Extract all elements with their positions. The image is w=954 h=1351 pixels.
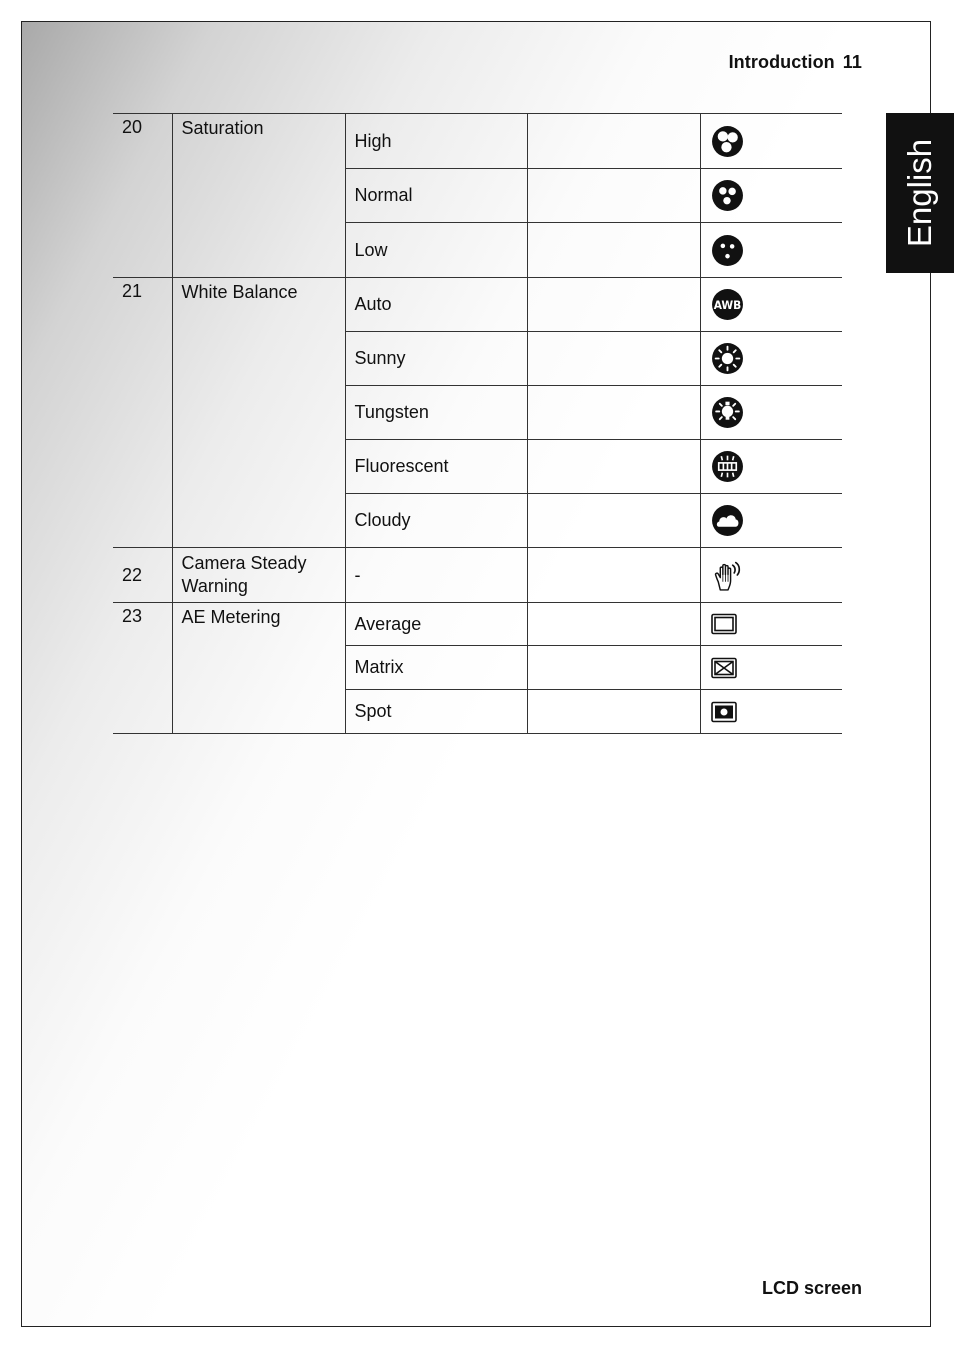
empty-cell bbox=[527, 223, 700, 278]
table-row bbox=[113, 548, 842, 603]
empty-cell bbox=[527, 114, 700, 169]
language-tab bbox=[886, 113, 954, 273]
option-label: High bbox=[345, 114, 527, 169]
empty-cell bbox=[527, 332, 700, 386]
saturation-low-icon bbox=[711, 234, 744, 267]
empty-cell bbox=[527, 278, 700, 332]
language-label: English bbox=[901, 138, 939, 248]
option-label: Normal bbox=[345, 169, 527, 223]
table-row bbox=[113, 114, 842, 169]
section-title: Introduction bbox=[728, 52, 835, 72]
option-label: Average bbox=[345, 603, 527, 646]
svg-text:AWB: AWB bbox=[713, 298, 741, 313]
option-label: Spot bbox=[345, 690, 527, 734]
metering-matrix-icon bbox=[711, 657, 737, 679]
item-name: White Balance bbox=[172, 278, 345, 548]
item-name: AE Metering bbox=[172, 603, 345, 734]
hand-shake-icon bbox=[711, 559, 744, 592]
table-row bbox=[113, 603, 842, 646]
table-row bbox=[113, 278, 842, 332]
page-number: 11 bbox=[842, 52, 862, 72]
item-name: Saturation bbox=[172, 114, 345, 278]
option-label: Fluorescent bbox=[345, 440, 527, 494]
awb-icon bbox=[711, 288, 744, 321]
item-number: 23 bbox=[113, 603, 172, 734]
empty-cell bbox=[527, 169, 700, 223]
option-label: Tungsten bbox=[345, 386, 527, 440]
lcd-icon-table bbox=[113, 113, 842, 734]
item-number: 21 bbox=[113, 278, 172, 548]
empty-cell bbox=[527, 603, 700, 646]
item-name: Camera Steady Warning bbox=[172, 548, 345, 603]
page-header bbox=[729, 52, 862, 73]
empty-cell bbox=[527, 646, 700, 690]
option-label: Auto bbox=[345, 278, 527, 332]
empty-cell bbox=[527, 440, 700, 494]
saturation-normal-icon bbox=[711, 179, 744, 212]
option-label: Low bbox=[345, 223, 527, 278]
option-label: Sunny bbox=[345, 332, 527, 386]
option-label: Cloudy bbox=[345, 494, 527, 548]
empty-cell bbox=[527, 690, 700, 734]
metering-average-icon bbox=[711, 613, 737, 635]
bulb-icon bbox=[711, 396, 744, 429]
empty-cell bbox=[527, 494, 700, 548]
option-label: - bbox=[345, 548, 527, 603]
cloud-icon bbox=[711, 504, 744, 537]
sun-icon bbox=[711, 342, 744, 375]
empty-cell bbox=[527, 548, 700, 603]
item-number: 22 bbox=[113, 548, 172, 603]
fluorescent-icon bbox=[711, 450, 744, 483]
option-label: Matrix bbox=[345, 646, 527, 690]
empty-cell bbox=[527, 386, 700, 440]
item-number: 20 bbox=[113, 114, 172, 278]
saturation-high-icon bbox=[711, 125, 744, 158]
metering-spot-icon bbox=[711, 701, 737, 723]
page-footer: LCD screen bbox=[761, 1278, 862, 1298]
